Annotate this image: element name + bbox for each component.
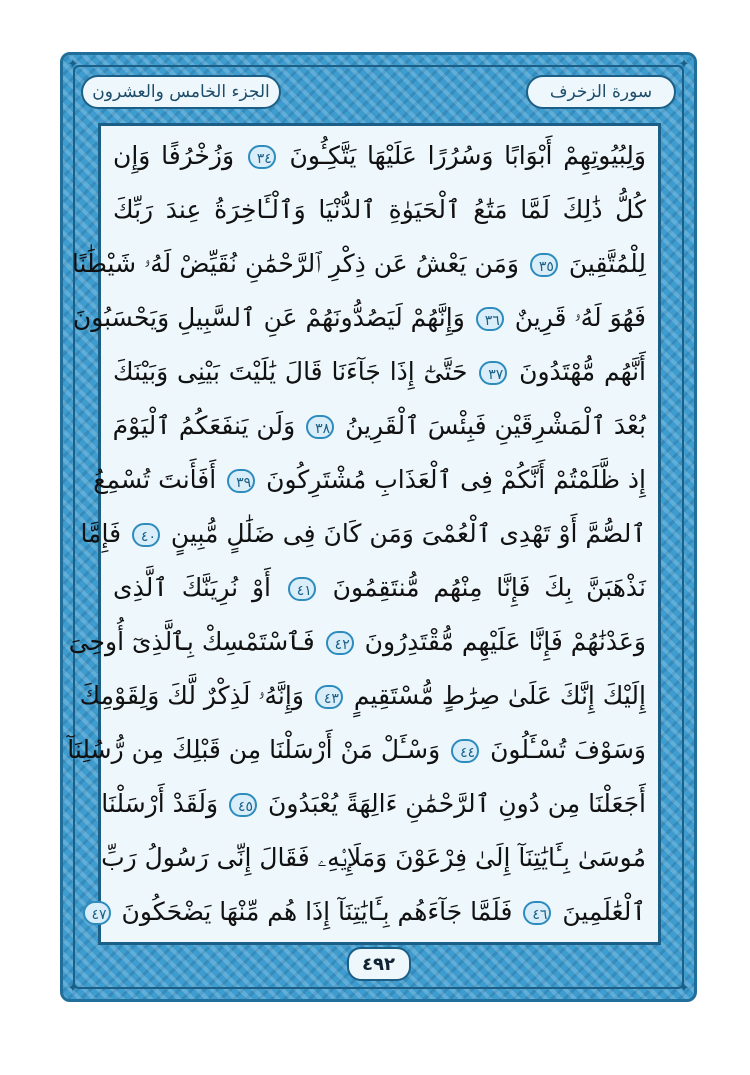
- ayah-number-marker: ٣٨: [306, 415, 334, 439]
- verses-block: [67, 136, 647, 932]
- verse-line: [113, 568, 646, 608]
- verse-text: أَجَعَلْنَا مِن دُونِ ٱلرَّحْمَٰنِ ءَالِهَةً يُعْبَدُونَ: [268, 789, 646, 818]
- ayah-number-marker: ٤٥: [229, 793, 257, 817]
- surah-header: [526, 75, 676, 109]
- verse-text: إِلَيْكَ إِنَّكَ عَلَىٰ صِرَٰطٍ مُّسْتَقِيمٍ: [353, 681, 646, 710]
- verse-text: أَفَأَنتَ تُسْمِعُ: [93, 465, 217, 494]
- verse-line: [67, 730, 646, 770]
- verse-text: فَإِمَّا: [80, 519, 122, 548]
- ayah-number-marker: ٣٦: [476, 307, 504, 331]
- verse-text: وَإِنَّهُۥ لَذِكْرٌ لَّكَ وَلِقَوْمِكَ: [79, 681, 304, 710]
- corner-ornament-icon: ✦: [678, 981, 690, 996]
- ayah-number-marker: ٤٦: [523, 901, 551, 925]
- ayah-number-marker: ٤٣: [315, 685, 343, 709]
- corner-ornament-icon: ✦: [67, 57, 79, 72]
- juz-label: الجزء الخامس والعشرون: [92, 82, 270, 102]
- verse-line: [113, 136, 646, 176]
- verse-line: [79, 676, 646, 716]
- page-border-frame: [60, 52, 697, 1002]
- verse-text: كُلُّ ذَٰلِكَ لَمَّا مَتَٰعُ ٱلْحَيَوٰةِ ٱلدُّنْيَا وَٱلْـَٔاخِرَةُ عِندَ رَبِّكَ: [113, 195, 646, 224]
- verse-text: أَوْ نُرِيَنَّكَ ٱلَّذِى: [113, 573, 271, 602]
- verse-text: وَلَقَدْ أَرْسَلْنَا: [101, 789, 219, 818]
- verse-line: [71, 244, 646, 284]
- verse-text: نَذْهَبَنَّ بِكَ فَإِنَّا مِنْهُم مُّنتَقِمُونَ: [332, 573, 646, 602]
- verse-line: [91, 892, 646, 932]
- ayah-number-marker: ٤٠: [132, 523, 160, 547]
- ayah-number-marker: ٤٢: [326, 631, 354, 655]
- ayah-number-marker: ٤١: [288, 577, 316, 601]
- juz-header: [81, 75, 281, 109]
- ayah-number-marker: ٣٧: [479, 361, 507, 385]
- verse-text: وَسَوْفَ تُسْـَٔلُونَ: [490, 735, 646, 764]
- verse-line: [93, 460, 646, 500]
- verse-line: [101, 784, 646, 824]
- ayah-number-marker: ٤٤: [451, 739, 479, 763]
- ayah-number-marker: ٣٥: [530, 253, 558, 277]
- corner-ornament-icon: ✦: [678, 57, 690, 72]
- verse-line: [101, 838, 646, 878]
- corner-ornament-icon: ✦: [67, 981, 79, 996]
- verse-text: لِلْمُتَّقِينَ: [568, 249, 646, 278]
- verse-text: مُوسَىٰ بِـَٔايَٰتِنَآ إِلَىٰ فِرْعَوْنَ وَمَلَإِي۟هِۦ فَقَالَ إِنِّى رَسُولُ رَبِّ: [101, 843, 646, 872]
- verse-text: أَنَّهُم مُّهْتَدُونَ: [519, 357, 647, 386]
- verse-text: وَزُخْرُفًا وَإِن: [113, 141, 235, 170]
- verse-text: فَهُوَ لَهُۥ قَرِينٌ: [514, 303, 646, 332]
- page-number: [347, 947, 411, 981]
- verse-text: وَسْـَٔلْ مَنْ أَرْسَلْنَا مِن قَبْلِكَ مِن رُّسُلِنَآ: [67, 735, 441, 764]
- ayah-number-marker: ٣٤: [248, 145, 276, 169]
- surah-label: سورة الزخرف: [549, 82, 653, 102]
- verse-text: ٱلصُّمَّ أَوْ تَهْدِى ٱلْعُمْىَ وَمَن كَانَ فِى ضَلَٰلٍ مُّبِينٍ: [170, 519, 646, 548]
- verse-text: وَإِنَّهُمْ لَيَصُدُّونَهُمْ عَنِ ٱلسَّبِيلِ وَيَحْسَبُونَ: [72, 303, 465, 332]
- verse-text: ٱلْعَٰلَمِينَ: [562, 897, 646, 926]
- verse-line: [113, 406, 646, 446]
- verse-text: فَلَمَّا جَآءَهُم بِـَٔايَٰتِنَآ إِذَا هُم مِّنْهَا يَضْحَكُونَ: [121, 897, 513, 926]
- verse-text: إِذ ظَّلَمْتُمْ أَنَّكُمْ فِى ٱلْعَذَابِ مُشْتَرِكُونَ: [266, 465, 646, 494]
- verse-text: وَلَن يَنفَعَكُمُ ٱلْيَوْمَ: [112, 411, 296, 440]
- verse-line: [72, 298, 646, 338]
- verse-text: حَتَّىٰٓ إِذَا جَآءَنَا قَالَ يَٰلَيْتَ بَيْنِى وَبَيْنَكَ: [113, 357, 468, 386]
- page-number-label: ٤٩٢: [362, 953, 395, 975]
- verse-line: [68, 622, 646, 662]
- verse-line: [113, 352, 646, 392]
- verse-text: بُعْدَ ٱلْمَشْرِقَيْنِ فَبِئْسَ ٱلْقَرِينُ: [345, 411, 646, 440]
- verse-line: [113, 190, 646, 230]
- ayah-number-marker: ٤٧: [83, 901, 111, 925]
- verse-line: [80, 514, 646, 554]
- verse-text: فَٱسْتَمْسِكْ بِٱلَّذِىٓ أُوحِىَ: [68, 627, 315, 656]
- text-panel: [67, 123, 661, 945]
- ayah-number-marker: ٣٩: [227, 469, 255, 493]
- verse-text: وَلِبُيُوتِهِمْ أَبْوَابًا وَسُرُرًا عَلَيْهَا يَتَّكِـُٔونَ: [289, 141, 647, 170]
- verse-text: وَمَن يَعْشُ عَن ذِكْرِ ٱلرَّحْمَٰنِ نُقَيِّضْ لَهُۥ شَيْطَٰنًا: [71, 249, 519, 278]
- verse-text: وَعَدْنَٰهُمْ فَإِنَّا عَلَيْهِم مُّقْتَدِرُونَ: [364, 627, 646, 656]
